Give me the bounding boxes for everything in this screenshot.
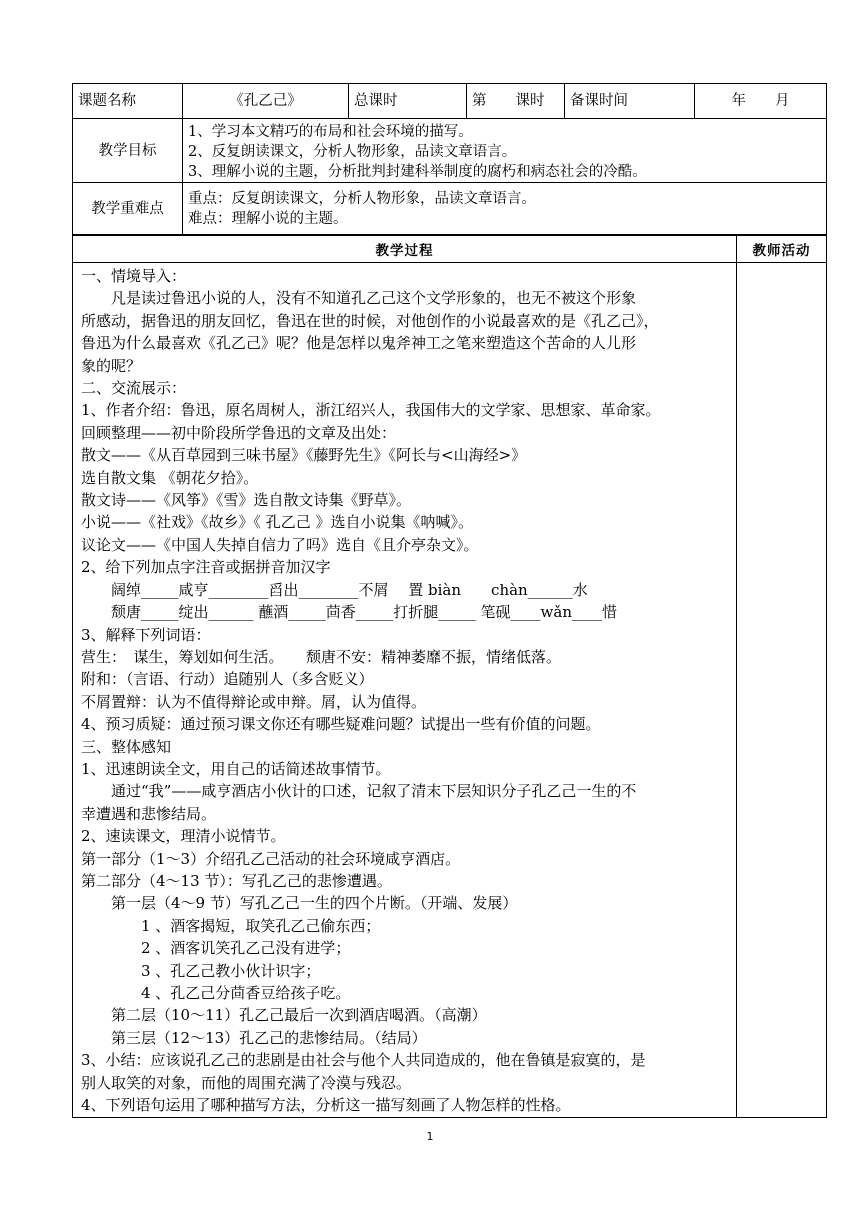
process-line: 第一层（4～9 节）写孔乙己一生的四个片断。（开端、发展） — [81, 894, 518, 913]
process-line: 幸遭遇和悲惨结局。 — [81, 804, 217, 823]
title-row — [73, 84, 827, 119]
lesson-info-table — [72, 83, 827, 235]
process-line: 1、作者介绍：鲁迅，原名周树人，浙江绍兴人，我国伟大的文学家、思想家、革命家。 — [81, 401, 661, 420]
total-hours-label: 总课时 — [349, 84, 467, 119]
process-line: 2、速读课文，理清小说情节。 — [81, 827, 286, 846]
process-line: 选自散文集 《朝花夕拾》。 — [81, 468, 259, 487]
key-points-label: 教学重难点 — [73, 183, 183, 235]
process-line: 2、给下列加点字注音或据拼音加汉字 — [81, 558, 331, 577]
course-title-value: 《孔乙己》 — [183, 84, 349, 119]
process-line: 3、解释下列词语： — [81, 625, 211, 644]
process-line: 阔绰_____咸亨________舀出________不屑 置 biàn chàn______水 — [81, 580, 588, 599]
goal-item: 2、反复朗读课文，分析人物形象，品读文章语言。 — [188, 143, 517, 160]
process-line: 议论文——《中国人失掉自信力了吗》选自《且介亭杂文》。 — [81, 535, 479, 554]
process-line: 回顾整理——初中阶段所学鲁迅的文章及出处： — [81, 423, 397, 442]
process-line: 3、小结：应该说孔乙己的悲剧是由社会与他个人共同造成的，他在鲁镇是寂寞的，是 — [81, 1051, 646, 1070]
process-line: 三、整体感知 — [81, 737, 172, 756]
process-line: 颓唐_____绽出______ 蘸酒_____茴香_____打折腿_____ 笔砚____wǎn____惜 — [81, 603, 617, 622]
process-line: 1 、酒客揭短，取笑孔乙己偷东西； — [81, 916, 381, 935]
key-points-row — [73, 183, 827, 235]
key-point-item: 重点：反复朗读课文，分析人物形象，品读文章语言。 — [188, 190, 536, 207]
process-line: 散文诗——《风筝》《雪》选自散文诗集《野草》。 — [81, 491, 412, 510]
process-line: 鲁迅为什么最喜欢《孔乙己》呢？他是怎样以鬼斧神工之笔来塑造这个苦命的人儿形 — [81, 334, 637, 353]
process-line: 象的呢？ — [81, 356, 142, 375]
process-line: 通过“我”——咸亨酒店小伙计的口述，记叙了清末下层知识分子孔乙己一生的不 — [81, 782, 637, 801]
process-line: 4、预习质疑：通过预习课文你还有哪些疑难问题？试提出一些有价值的问题。 — [81, 715, 601, 734]
process-line: 散文——《从百草园到三味书屋》《藤野先生》《阿长与<山海经>》 — [81, 446, 527, 465]
process-line: 所感动，据鲁迅的朋友回忆，鲁迅在世的时候，对他创作的小说最喜欢的是《孔乙己》， — [81, 311, 659, 330]
course-title-label: 课题名称 — [73, 84, 183, 119]
process-line: 一、情境导入： — [81, 267, 187, 285]
process-line: 4 、孔乙己分茴香豆给孩子吃。 — [81, 984, 351, 1002]
process-line: 附和：（言语、行动）追随别人（多含贬义） — [81, 670, 374, 689]
process-line: 4、下列语句运用了哪种描写方法，分析这一描写刻画了人物怎样的性格。 — [81, 1096, 571, 1115]
prep-time-label: 备课时间 — [565, 84, 695, 119]
goals-row — [73, 119, 827, 183]
process-line: 第二部分（4～13 节）：写孔乙己的悲惨遭遇。 — [81, 871, 392, 890]
process-line: 2 、酒客讥笑孔乙己没有进学； — [81, 939, 351, 958]
key-points-cell — [183, 183, 827, 235]
process-line: 3 、孔乙己教小伙计识字； — [81, 961, 321, 980]
process-line: 二、交流展示： — [81, 379, 187, 398]
process-title: 教学过程 — [73, 236, 737, 263]
lesson-number-label: 第 课时 — [467, 84, 565, 119]
process-line: 第二层（10～11）孔乙己最后一次到酒店喝酒。（高潮） — [81, 1006, 487, 1025]
teacher-activity-cell — [737, 263, 827, 1118]
process-line: 别人取笑的对象，而他的周围充满了冷漠与残忍。 — [81, 1073, 412, 1092]
page-number: 1 — [426, 1130, 434, 1143]
goal-item: 1、学习本文精巧的布局和社会环境的描写。 — [188, 123, 473, 140]
goal-item: 3、理解小说的主题，分析批判封建科举制度的腐朽和病态社会的冷酷。 — [188, 163, 647, 180]
process-line: 小说——《社戏》《故乡》《 孔乙己 》选自小说集《呐喊》。 — [81, 513, 474, 532]
process-line: 第三层（12～13）孔乙己的悲惨结局。（结局） — [81, 1028, 427, 1047]
process-line: 第一部分（1～3）介绍孔乙己活动的社会环境咸亨酒店。 — [81, 849, 461, 868]
goals-cell — [183, 119, 827, 183]
teacher-activity-header: 教师活动 — [737, 236, 827, 263]
process-line: 营生： 谋生，筹划如何生活。 颓唐不安：精神萎靡不振，情绪低落。 — [81, 647, 562, 666]
teaching-process-table — [72, 235, 827, 1118]
date-value: 年 月 — [695, 84, 827, 119]
difficult-point-item: 难点：理解小说的主题。 — [188, 210, 348, 227]
process-line: 不屑置辩：认为不值得辩论或申辩。屑，认为值得。 — [81, 692, 427, 711]
goals-label: 教学目标 — [73, 119, 183, 183]
process-line: 1、迅速朗读全文，用自己的话简述故事情节。 — [81, 759, 391, 778]
process-line: 凡是读过鲁迅小说的人，没有不知道孔乙己这个文学形象的，也无不被这个形象 — [81, 289, 637, 308]
process-content — [73, 263, 737, 1118]
